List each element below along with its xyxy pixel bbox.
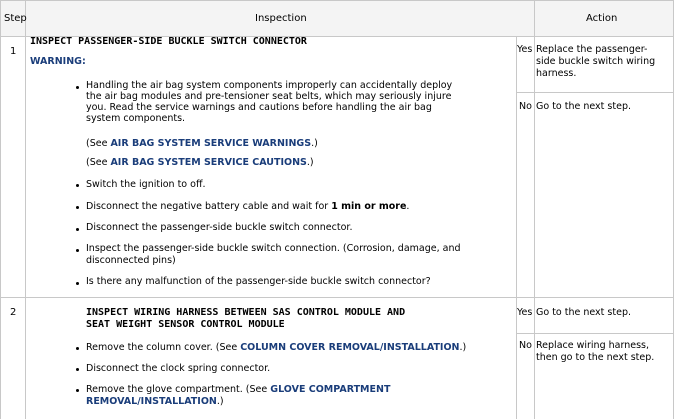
step-title: INSPECT PASSENGER-SIDE BUCKLE SWITCH CONNECTOR bbox=[30, 36, 307, 47]
link-air-bag-warnings[interactable]: AIR BAG SYSTEM SERVICE WARNINGS bbox=[110, 138, 312, 149]
bullet-icon bbox=[76, 206, 79, 209]
warning-text-line: system components. bbox=[86, 113, 186, 124]
glove-step: Remove the glove compartment. (See GLOVE COMPARTMENT bbox=[86, 384, 391, 395]
yes-label: Yes bbox=[517, 44, 533, 55]
step-number: 2 bbox=[10, 307, 17, 318]
bullet-icon bbox=[76, 368, 79, 371]
yes-label: Yes bbox=[517, 307, 533, 318]
see-cautions: (See AIR BAG SYSTEM SERVICE CAUTIONS.) bbox=[86, 157, 314, 168]
header-action: Action bbox=[586, 13, 618, 24]
warning-text-line: you. Read the service warnings and cautions before handling the air bag bbox=[86, 102, 432, 113]
header-step: Step bbox=[4, 13, 27, 24]
bullet-icon bbox=[76, 347, 79, 350]
no-action-line: Go to the next step. bbox=[536, 101, 631, 112]
warning-label: WARNING: bbox=[30, 56, 86, 67]
link-glove-removal[interactable]: REMOVAL/INSTALLATION bbox=[86, 396, 217, 407]
battery-step: Disconnect the negative battery cable and wait for 1 min or more. bbox=[86, 201, 410, 212]
header-inspection: Inspection bbox=[255, 13, 307, 24]
inspect-step-line: Inspect the passenger-side buckle switch connection. (Corrosion, damage, and bbox=[86, 243, 461, 254]
link-column-cover[interactable]: COLUMN COVER REMOVAL/INSTALLATION bbox=[240, 342, 460, 353]
step-title-line: SEAT WEIGHT SENSOR CONTROL MODULE bbox=[86, 319, 285, 330]
step-number: 1 bbox=[10, 46, 17, 57]
disconnect-step: Disconnect the passenger-side buckle switch connector. bbox=[86, 222, 353, 233]
no-action-line: then go to the next step. bbox=[536, 352, 655, 363]
bullet-icon bbox=[76, 389, 79, 392]
link-air-bag-cautions[interactable]: AIR BAG SYSTEM SERVICE CAUTIONS bbox=[110, 157, 307, 168]
no-action-line: Replace wiring harness, bbox=[536, 340, 649, 351]
warning-text-line: Handling the air bag system components improperly can accidentally deploy bbox=[86, 80, 453, 91]
clock-spring-step: Disconnect the clock spring connector. bbox=[86, 363, 271, 374]
table-header bbox=[0, 0, 674, 36]
bullet-icon bbox=[76, 86, 79, 89]
bullet-icon bbox=[76, 228, 79, 231]
question: Is there any malfunction of the passenger-side buckle switch connector? bbox=[86, 276, 431, 287]
ignition-step: Switch the ignition to off. bbox=[86, 179, 206, 190]
bullet-icon bbox=[76, 282, 79, 285]
column-cover-step: Remove the column cover. (See COLUMN COVER REMOVAL/INSTALLATION.) bbox=[86, 342, 467, 353]
glove-step-cont: REMOVAL/INSTALLATION.) bbox=[86, 396, 224, 407]
link-glove-compartment[interactable]: GLOVE COMPARTMENT bbox=[270, 384, 391, 395]
no-label: No bbox=[519, 101, 532, 112]
step-title-line: INSPECT WIRING HARNESS BETWEEN SAS CONTROL MODULE AND bbox=[86, 307, 406, 318]
yes-action-line: Replace the passenger- bbox=[536, 44, 648, 55]
yes-action-line: harness. bbox=[536, 68, 577, 79]
bullet-icon bbox=[76, 249, 79, 252]
bullet-icon bbox=[76, 184, 79, 187]
yes-action-line: Go to the next step. bbox=[536, 307, 631, 318]
yes-action-line: side buckle switch wiring bbox=[536, 56, 656, 67]
warning-text-line: the air bag modules and pre-tensioner seat belts, which may seriously injure bbox=[86, 91, 452, 102]
inspect-step-line: disconnected pins) bbox=[86, 255, 176, 266]
no-label: No bbox=[519, 340, 532, 351]
see-warnings: (See AIR BAG SYSTEM SERVICE WARNINGS.) bbox=[86, 138, 318, 149]
